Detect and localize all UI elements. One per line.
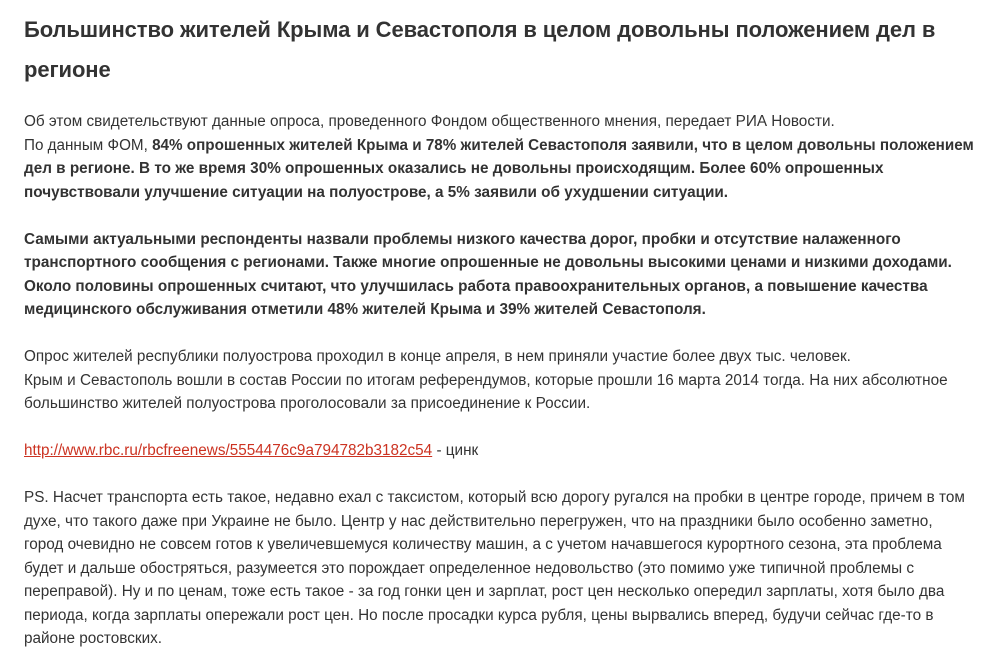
text-line-bold: медицинского обслуживания отметили 48% жителей Крыма и 39% жителей Севастополя.	[24, 301, 706, 318]
text-line-bold: почувствовали улучшение ситуации на полуострове, а 5% заявили об ухудшении ситуации.	[24, 183, 729, 201]
text-line-bold: Около половины опрошенных считают, что улучшилась работа правоохранительных органов, а повышение качества	[24, 277, 928, 295]
text-line	[24, 439, 974, 463]
text-line-bold: дел в регионе. В то же время 30% опрошенных оказались не довольны происходящим. Более 60% опрошенных	[24, 160, 884, 177]
source-line	[24, 439, 974, 463]
text-line-bold: Самыми актуальными респонденты назвали проблемы низкого качества дорог, пробки и отсутствие налаженного	[24, 230, 901, 248]
text-line: периода, когда зарплаты опережали рост цен. Но после просадки курса рубля, цены вырвались вперед, будучи сейчас где-то в	[24, 606, 934, 624]
text-line: большинство жителей полуострова проголосовали за присоединение к России.	[24, 395, 591, 412]
title-line: регионе	[24, 57, 111, 82]
paragraph-gap	[24, 322, 974, 346]
paragraph-problems	[24, 228, 974, 322]
text-line: районе ростовских.	[24, 630, 163, 647]
text-line: духе, что такого даже при Украине не было. Центр у нас действительно перегружен, что на праздники было особенно заметно,	[24, 512, 933, 530]
text-line: Опрос жителей республики полуострова проходил в конце апреля, в нем приняли участие более двух тыс. человек.	[24, 348, 851, 365]
paragraph-gap	[24, 463, 974, 487]
source-link[interactable]: http://www.rbc.ru/rbcfreenews/5554476c9a794782b3182c54	[24, 442, 433, 459]
paragraph-gap	[24, 204, 974, 228]
text-line: город очевидно не совсем готов к увеличевшемуся количеству машин, а с учетом начавшегося курортного сезона, эта проблема	[24, 536, 942, 553]
text-line: переправой). Ну и по ценам, тоже есть такое - за год гонки цен и зарплат, рост цен несколько опередил зарплаты, хотя было два	[24, 583, 945, 600]
paragraph-survey	[24, 345, 974, 416]
article-title	[24, 10, 974, 90]
paragraph-intro	[24, 110, 974, 204]
article	[24, 10, 974, 651]
title-line: Большинство жителей Крыма и Севастополя в целом довольны положением дел в	[24, 17, 936, 42]
text-line: Крым и Севастополь вошли в состав России по итогам референдумов, которые прошли 16 марта 2014 тогда. На них абсолютное	[24, 371, 948, 389]
article-body	[24, 110, 974, 651]
paragraph-gap	[24, 416, 974, 440]
text-bold: 84% опрошенных жителей Крыма и 78% жителей Севастополя заявили, что в целом довольны положением	[152, 136, 974, 154]
text-normal: По данным ФОМ,	[24, 136, 153, 154]
text-line	[24, 134, 974, 158]
text-line: Об этом свидетельствуют данные опроса, проведенного Фондом общественного мнения, передает РИА Новости.	[24, 113, 835, 130]
text-line: PS. Насчет транспорта есть такое, недавно ехал с таксистом, который всю дорогу ругался на пробки в центре городе, причем в том	[24, 489, 965, 506]
paragraph-ps	[24, 486, 974, 651]
source-suffix: - цинк	[432, 442, 479, 459]
text-line: будет и дальше обостряться, разумеется это порождает определенное недовольство (это помимо уже типичной проблемы с	[24, 559, 915, 577]
text-line-bold: транспортного сообщения с регионами. Также многие опрошенные не довольны высокими ценами и низкими доходами.	[24, 254, 952, 271]
